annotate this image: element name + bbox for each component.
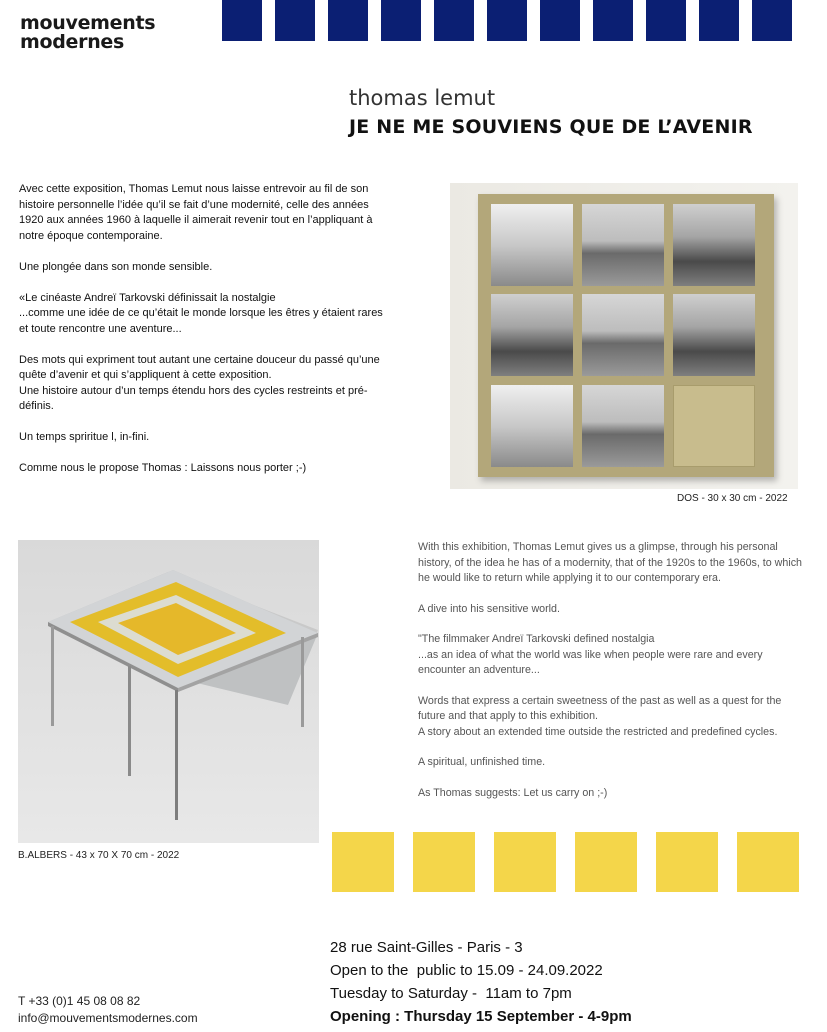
artwork-dos-caption: DOS - 30 x 30 cm - 2022 xyxy=(677,493,788,504)
photo-cell xyxy=(491,294,573,376)
fr-paragraph: Des mots qui expriment tout autant une certaine douceur du passé qu’une quête d’avenir et qui s’appliquent à cette exposition. Une histoire autour d’un temps étendu hors des cycles restreints et pré-définis. xyxy=(19,353,380,412)
en-paragraph: "The filmmaker Andreï Tarkovski defined nostalgia ...as an idea of what the world was like when people were rare and every encounter an adventure... xyxy=(418,633,763,676)
logo xyxy=(20,14,155,52)
yellow-square xyxy=(575,832,637,892)
blue-square xyxy=(752,0,792,41)
en-paragraph: Words that express a certain sweetness of the past as well as a quest for the future and that apply to this exhibition. A story about an extended time outside the restricted and predefined cycles. xyxy=(418,694,782,738)
fr-paragraph: Avec cette exposition, Thomas Lemut nous laisse entrevoir au fil de son histoire personnelle l’idée qu’il se fait d’une modernité, celle des années 1920 aux années 1960 à laquelle il aimerait revenir tout en l’appliquant à notre époque contemporaine. xyxy=(19,183,373,242)
exhibition-title: JE NE ME SOUVIENS QUE DE L’AVENIR xyxy=(349,116,753,138)
fr-paragraph: Un temps spriritue l, in-fini. xyxy=(19,431,150,443)
en-paragraph: A dive into his sensitive world. xyxy=(418,602,560,615)
logo-line-2: modernes xyxy=(20,31,125,53)
blue-square xyxy=(487,0,527,41)
en-paragraph: With this exhibition, Thomas Lemut gives us a glimpse, through his personal history, of the idea he has of a modernity, that of the 1920s to the 1960s, to which he would like to return while applying it to our contemporary era. xyxy=(418,541,802,584)
yellow-square xyxy=(413,832,475,892)
artwork-dos-photo xyxy=(450,183,798,489)
blue-squares-row xyxy=(222,0,792,41)
blue-square xyxy=(699,0,739,41)
yellow-squares-row xyxy=(332,832,799,892)
address-line: 28 rue Saint-Gilles - Paris - 3 xyxy=(330,939,523,956)
dates-line: Open to the public to 15.09 - 24.09.2022 xyxy=(330,962,603,979)
phone-number: T +33 (0)1 45 08 08 82 xyxy=(18,994,141,1008)
yellow-square xyxy=(332,832,394,892)
en-paragraph: A spiritual, unfinished time. xyxy=(418,756,546,768)
photo-cell xyxy=(491,204,573,286)
french-description xyxy=(19,182,394,492)
photo-cell xyxy=(582,385,664,467)
photo-cell xyxy=(582,204,664,286)
photo-cell-empty xyxy=(673,385,755,467)
blue-square xyxy=(646,0,686,41)
blue-square xyxy=(434,0,474,41)
blue-square xyxy=(381,0,421,41)
photo-cell xyxy=(673,294,755,376)
blue-square xyxy=(540,0,580,41)
fr-paragraph: Comme nous le propose Thomas : Laissons nous porter ;-) xyxy=(19,462,307,474)
blue-square xyxy=(328,0,368,41)
yellow-square xyxy=(656,832,718,892)
artwork-albers-photo xyxy=(18,540,319,843)
logo-line-1: mouvements xyxy=(20,12,156,34)
fr-paragraph: Une plongée dans son monde sensible. xyxy=(19,260,213,273)
yellow-square xyxy=(737,832,799,892)
hours-line: Tuesday to Saturday - 11am to 7pm xyxy=(330,985,572,1002)
blue-square xyxy=(222,0,262,41)
opening-line: Opening : Thursday 15 September - 4-9pm xyxy=(330,1008,632,1025)
artwork-albers-caption: B.ALBERS - 43 x 70 X 70 cm - 2022 xyxy=(18,850,180,861)
contact-info xyxy=(18,993,198,1027)
photo-cell xyxy=(582,294,664,376)
photo-cell xyxy=(491,385,573,467)
en-paragraph: As Thomas suggests: Let us carry on ;-) xyxy=(418,786,608,799)
photo-frame xyxy=(478,194,774,477)
english-description xyxy=(418,540,802,816)
artist-name: thomas lemut xyxy=(349,86,496,110)
exhibition-info xyxy=(330,936,632,1028)
yellow-square xyxy=(494,832,556,892)
photo-cell xyxy=(673,204,755,286)
email-link[interactable]: info@mouvementsmodernes.com xyxy=(18,1011,198,1025)
blue-square xyxy=(593,0,633,41)
fr-paragraph: «Le cinéaste Andreï Tarkovski définissait la nostalgie ...comme une idée de ce qu’était le monde lorsque les êtres y étaient rares et toute rencontre une aventure... xyxy=(19,291,383,335)
blue-square xyxy=(275,0,315,41)
table-illustration xyxy=(18,540,319,843)
